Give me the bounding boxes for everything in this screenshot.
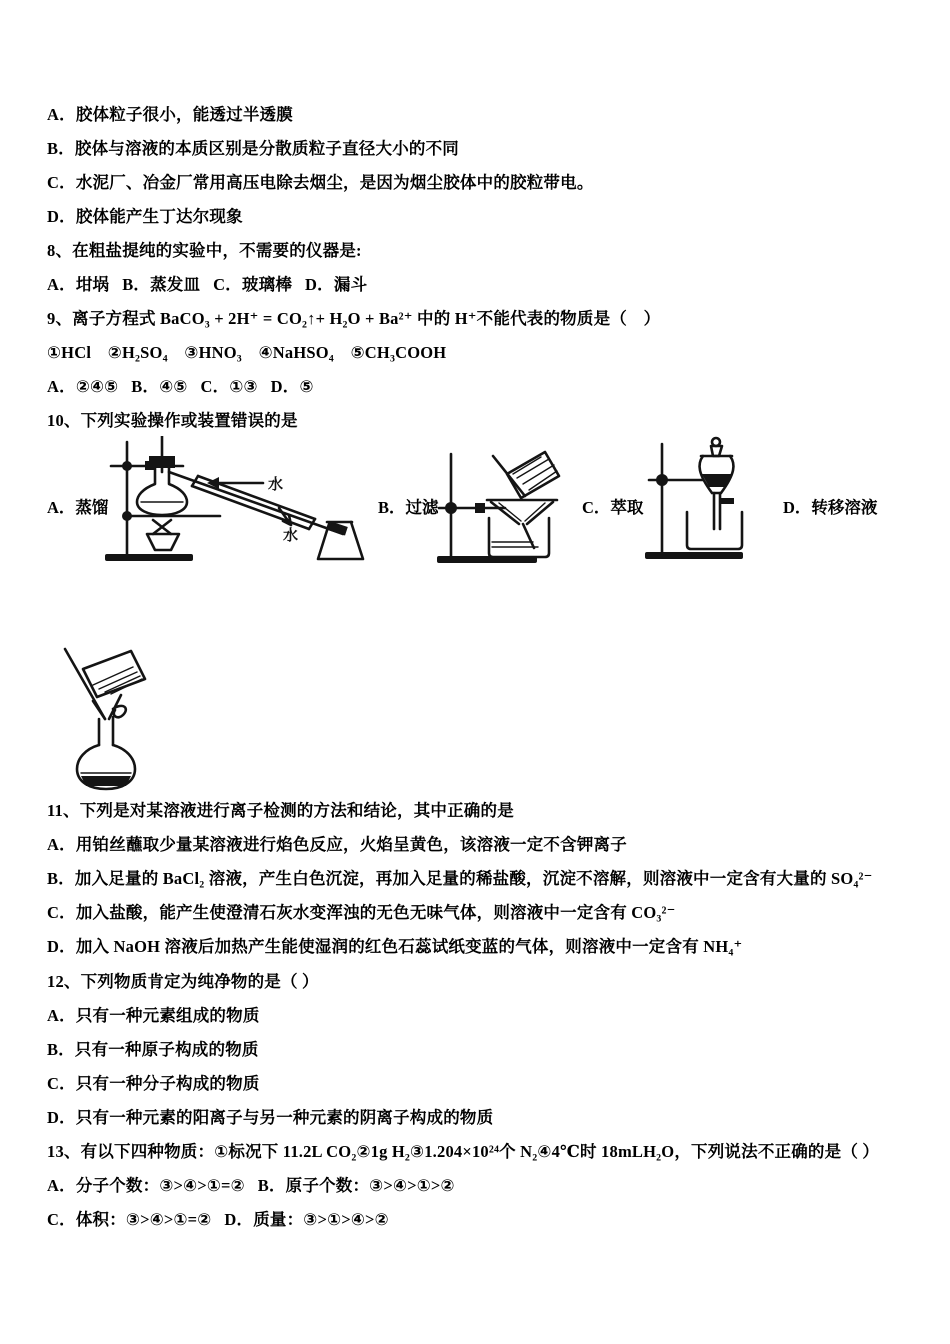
q12-option-c: C．只有一种分子构成的物质 (47, 1074, 260, 1093)
q13-options-ab: A．分子个数：③>④>①=② B．原子个数：③>④>①>② (47, 1176, 455, 1195)
q7-option-a: A．胶体粒子很小，能透过半透膜 (47, 105, 293, 124)
q11-stem: 11、下列是对某溶液进行离子检测的方法和结论，其中正确的是 (47, 801, 514, 820)
q8-stem: 8、在粗盐提纯的实验中，不需要的仪器是: (47, 241, 362, 260)
q11-option-d: D．加入 NaOH 溶液后加热产生能使湿润的红色石蕊试纸变蓝的气体，则溶液中一定含有 NH₄⁺ (47, 937, 743, 956)
q9-substance-list: ①HCl ②H₂SO₄ ③HNO₃ ④NaHSO₄ ⑤CH₃COOH (47, 343, 447, 362)
q9-stem: 9、离子方程式 BaCO₃ + 2H⁺ = CO₂↑+ H₂O + Ba²⁺ 中的 H⁺不能代表的物质是（ ） (47, 309, 661, 328)
q9-options: A．②④⑤ B．④⑤ C．①③ D．⑤ (47, 377, 314, 396)
q12-option-d: D．只有一种元素的阳离子与另一种元素的阴离子构成的物质 (47, 1108, 494, 1127)
q11-option-b: B．加入足量的 BaCl₂ 溶液，产生白色沉淀，再加入足量的稀盐酸，沉淀不溶解，则溶液中一定含有大量的 SO₄²⁻ (47, 869, 873, 888)
volumetric-flask-figure (55, 645, 151, 793)
filtration-apparatus-figure (437, 444, 565, 570)
q10-stem: 10、下列实验操作或装置错误的是 (47, 411, 298, 430)
q7-option-b: B．胶体与溶液的本质区别是分散质粒子直径大小的不同 (47, 139, 460, 158)
figure-label-distillation: A．蒸馏 (47, 498, 109, 517)
extraction-apparatus-figure (645, 436, 745, 568)
q11-option-a: A．用铂丝蘸取少量某溶液进行焰色反应，火焰呈黄色，该溶液一定不含钾离子 (47, 835, 627, 854)
q13-options-cd: C．体积：③>④>①=② D．质量：③>①>④>② (47, 1210, 389, 1229)
figure-label-transfer: D．转移溶液 (783, 498, 878, 517)
figure-label-filtration: B．过滤 (378, 498, 439, 517)
q12-stem: 12、下列物质肯定为纯净物的是（ ） (47, 972, 319, 991)
distillation-apparatus-figure (105, 436, 365, 568)
figure-label-extraction: C．萃取 (582, 498, 644, 517)
q12-option-a: A．只有一种元素组成的物质 (47, 1006, 260, 1025)
water-out-label: 水 (283, 528, 299, 544)
q7-option-c: C．水泥厂、冶金厂常用高压电除去烟尘，是因为烟尘胶体中的胶粒带电。 (47, 173, 594, 192)
q7-option-d: D．胶体能产生丁达尔现象 (47, 207, 243, 226)
q8-options: A．坩埚 B．蒸发皿 C．玻璃棒 D．漏斗 (47, 275, 368, 294)
q13-stem: 13、有以下四种物质：①标况下 11.2L CO₂②1g H₂③1.204×10²⁴个 N₂④4℃时 18mLH₂O，下列说法不正确的是（ ） (47, 1142, 880, 1161)
water-in-label: 水 (268, 477, 284, 493)
q11-option-c: C．加入盐酸，能产生使澄清石灰水变浑浊的无色无味气体，则溶液中一定含有 CO₃²⁻ (47, 903, 676, 922)
q12-option-b: B．只有一种原子构成的物质 (47, 1040, 259, 1059)
